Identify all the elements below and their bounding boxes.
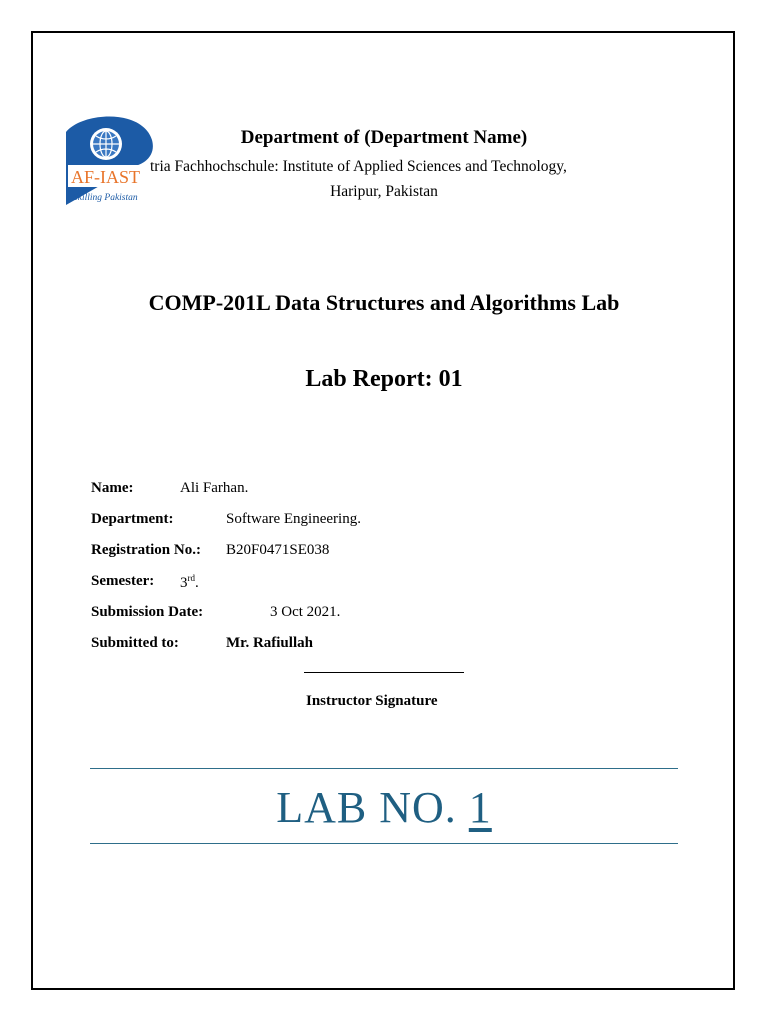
submitted-to-label: Submitted to: — [91, 635, 179, 651]
info-row-submitted-to — [91, 635, 313, 652]
report-title: Lab Report: 01 — [305, 366, 463, 392]
info-row-name — [91, 480, 249, 497]
lab-prefix: LAB NO. — [276, 783, 457, 832]
lab-top-rule — [90, 768, 678, 769]
info-row-submission-date — [91, 604, 341, 621]
semester-label: Semester: — [91, 573, 155, 589]
department-value: Software Engineering. — [226, 511, 361, 527]
signature-label: Instructor Signature — [306, 693, 438, 709]
semester-number: 3 — [180, 575, 188, 591]
registration-label: Registration No.: — [91, 542, 201, 558]
course-title: COMP-201L Data Structures and Algorithms Lab — [148, 290, 620, 315]
institute-name-line1: tria Fachhochschule: Institute of Applied Sciences and Technology, — [150, 158, 567, 175]
info-row-registration — [91, 542, 330, 559]
submission-date-value: 3 Oct 2021. — [270, 604, 341, 620]
signature-line — [304, 672, 464, 673]
logo-tagline: Skilling Pakistan — [73, 193, 138, 203]
semester-suffix: rd — [187, 573, 195, 583]
name-label: Name: — [91, 480, 134, 496]
registration-value: B20F0471SE038 — [226, 542, 330, 558]
lab-number: 1 — [468, 783, 492, 832]
name-value: Ali Farhan. — [180, 480, 249, 496]
department-label: Department: — [91, 511, 174, 527]
submission-date-label: Submission Date: — [91, 604, 204, 620]
lab-bottom-rule — [90, 843, 678, 844]
info-row-semester — [91, 573, 199, 591]
department-title: Department of (Department Name) — [240, 127, 528, 148]
lab-number-heading — [0, 782, 768, 833]
logo-text: AF-IAST — [71, 167, 141, 187]
info-row-department — [91, 511, 361, 528]
semester-value: 3rd. — [180, 573, 199, 591]
institute-name-line2: Haripur, Pakistan — [330, 183, 438, 200]
submitted-to-value: Mr. Rafiullah — [226, 635, 313, 651]
